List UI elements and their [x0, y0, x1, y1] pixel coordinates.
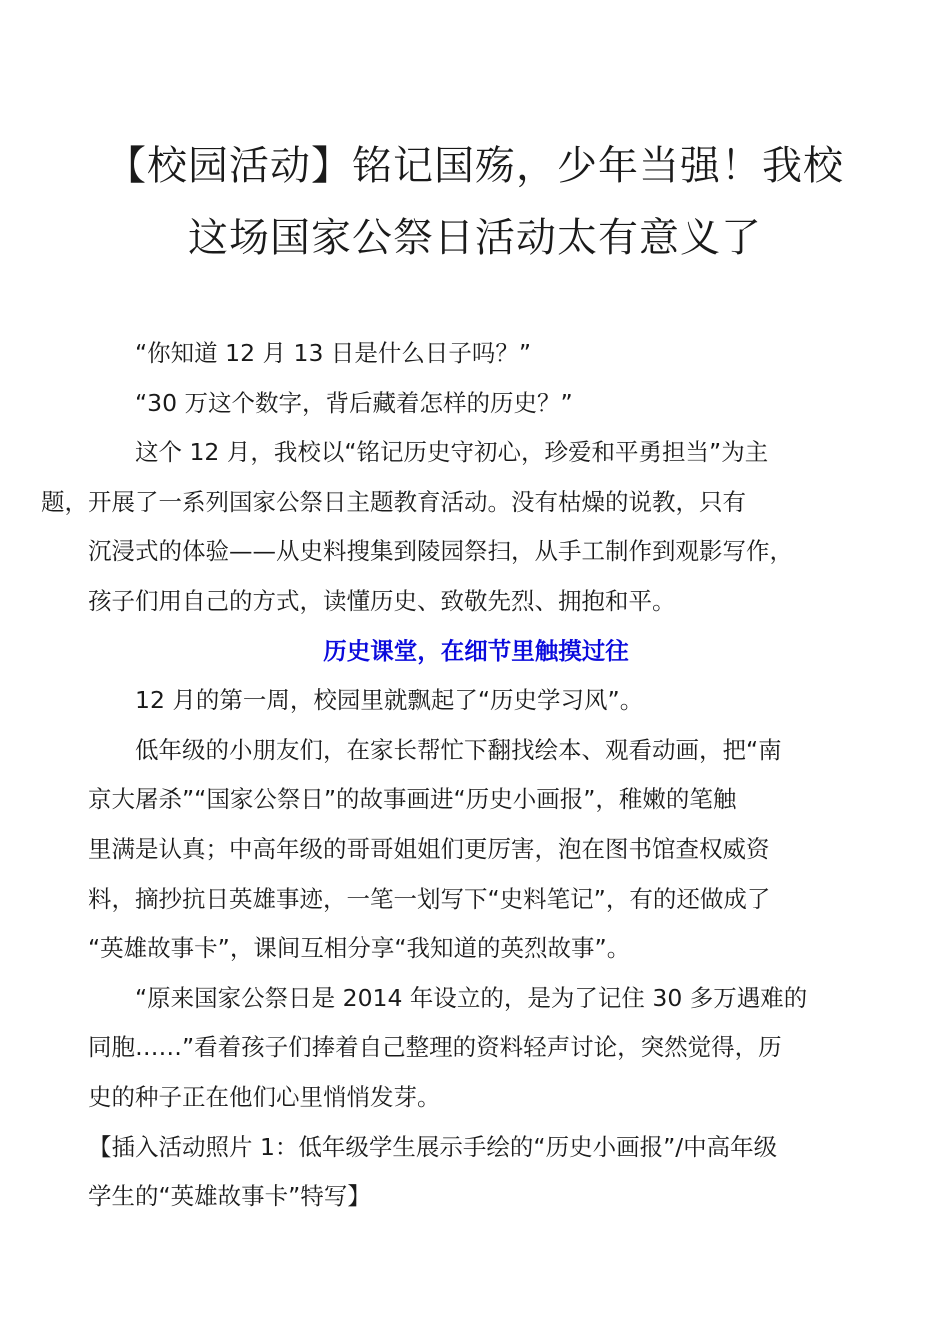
text-line: 【插入活动照片 1：低年级学生展示手绘的“历史小画报”/中高年级	[88, 1132, 778, 1161]
document-body	[41, 329, 864, 1222]
text-line: 这个 12 月，我校以“铭记历史守初心，珍爱和平勇担当”为主	[135, 438, 769, 467]
paragraph-students-activities	[88, 726, 864, 974]
paragraph-quote	[88, 974, 864, 1123]
text-line: 里满是认真；中高年级的哥哥姐姐们更厉害，泡在图书馆查权威资	[88, 834, 770, 863]
text-line: “原来国家公祭日是 2014 年设立的，是为了记住 30 多万遇难的	[135, 983, 808, 1012]
text-line: 题，开展了一系列国家公祭日主题教育活动。没有枯燥的说教，只有	[41, 487, 746, 516]
document-title	[60, 130, 890, 274]
text-line: “30 万这个数字，背后藏着怎样的历史？”	[135, 388, 573, 417]
text-line: 12 月的第一周，校园里就飘起了“历史学习风”。	[135, 686, 644, 715]
text-line: 孩子们用自己的方式，读懂历史、致敬先烈、拥抱和平。	[88, 586, 676, 615]
text-line: 料，摘抄抗日英雄事迹，一笔一划写下“史料笔记”，有的还做成了	[88, 884, 771, 913]
photo-placeholder-note	[88, 1123, 864, 1222]
text-line: 同胞……”看着孩子们捧着自己整理的资料轻声讨论，突然觉得，历	[88, 1033, 782, 1062]
text-line: 学生的“英雄故事卡”特写】	[88, 1182, 371, 1211]
title-line-1: 【校园活动】铭记国殇，少年当强！我校	[106, 143, 844, 189]
text-line: “你知道 12 月 13 日是什么日子吗？”	[135, 339, 532, 367]
text-line: “英雄故事卡”，课间互相分享“我知道的英烈故事”。	[88, 934, 631, 963]
text-line: 京大屠杀”“国家公祭日”的故事画进“历史小画报”，稚嫩的笔触	[88, 785, 737, 814]
paragraph-question-1	[88, 329, 864, 379]
section-heading: 历史课堂，在细节里触摸过往	[323, 636, 629, 665]
text-line: 沉浸式的体验——从史料搜集到陵园祭扫，从手工制作到观影写作，	[88, 537, 793, 566]
paragraph-first-week	[88, 676, 864, 726]
title-line-2: 这场国家公祭日活动太有意义了	[188, 215, 762, 261]
paragraph-question-2	[88, 379, 864, 429]
paragraph-intro	[41, 428, 864, 626]
text-line: 低年级的小朋友们，在家长帮忙下翻找绘本、观看动画，把“南	[135, 735, 782, 764]
text-line: 史的种子正在他们心里悄悄发芽。	[88, 1082, 441, 1111]
